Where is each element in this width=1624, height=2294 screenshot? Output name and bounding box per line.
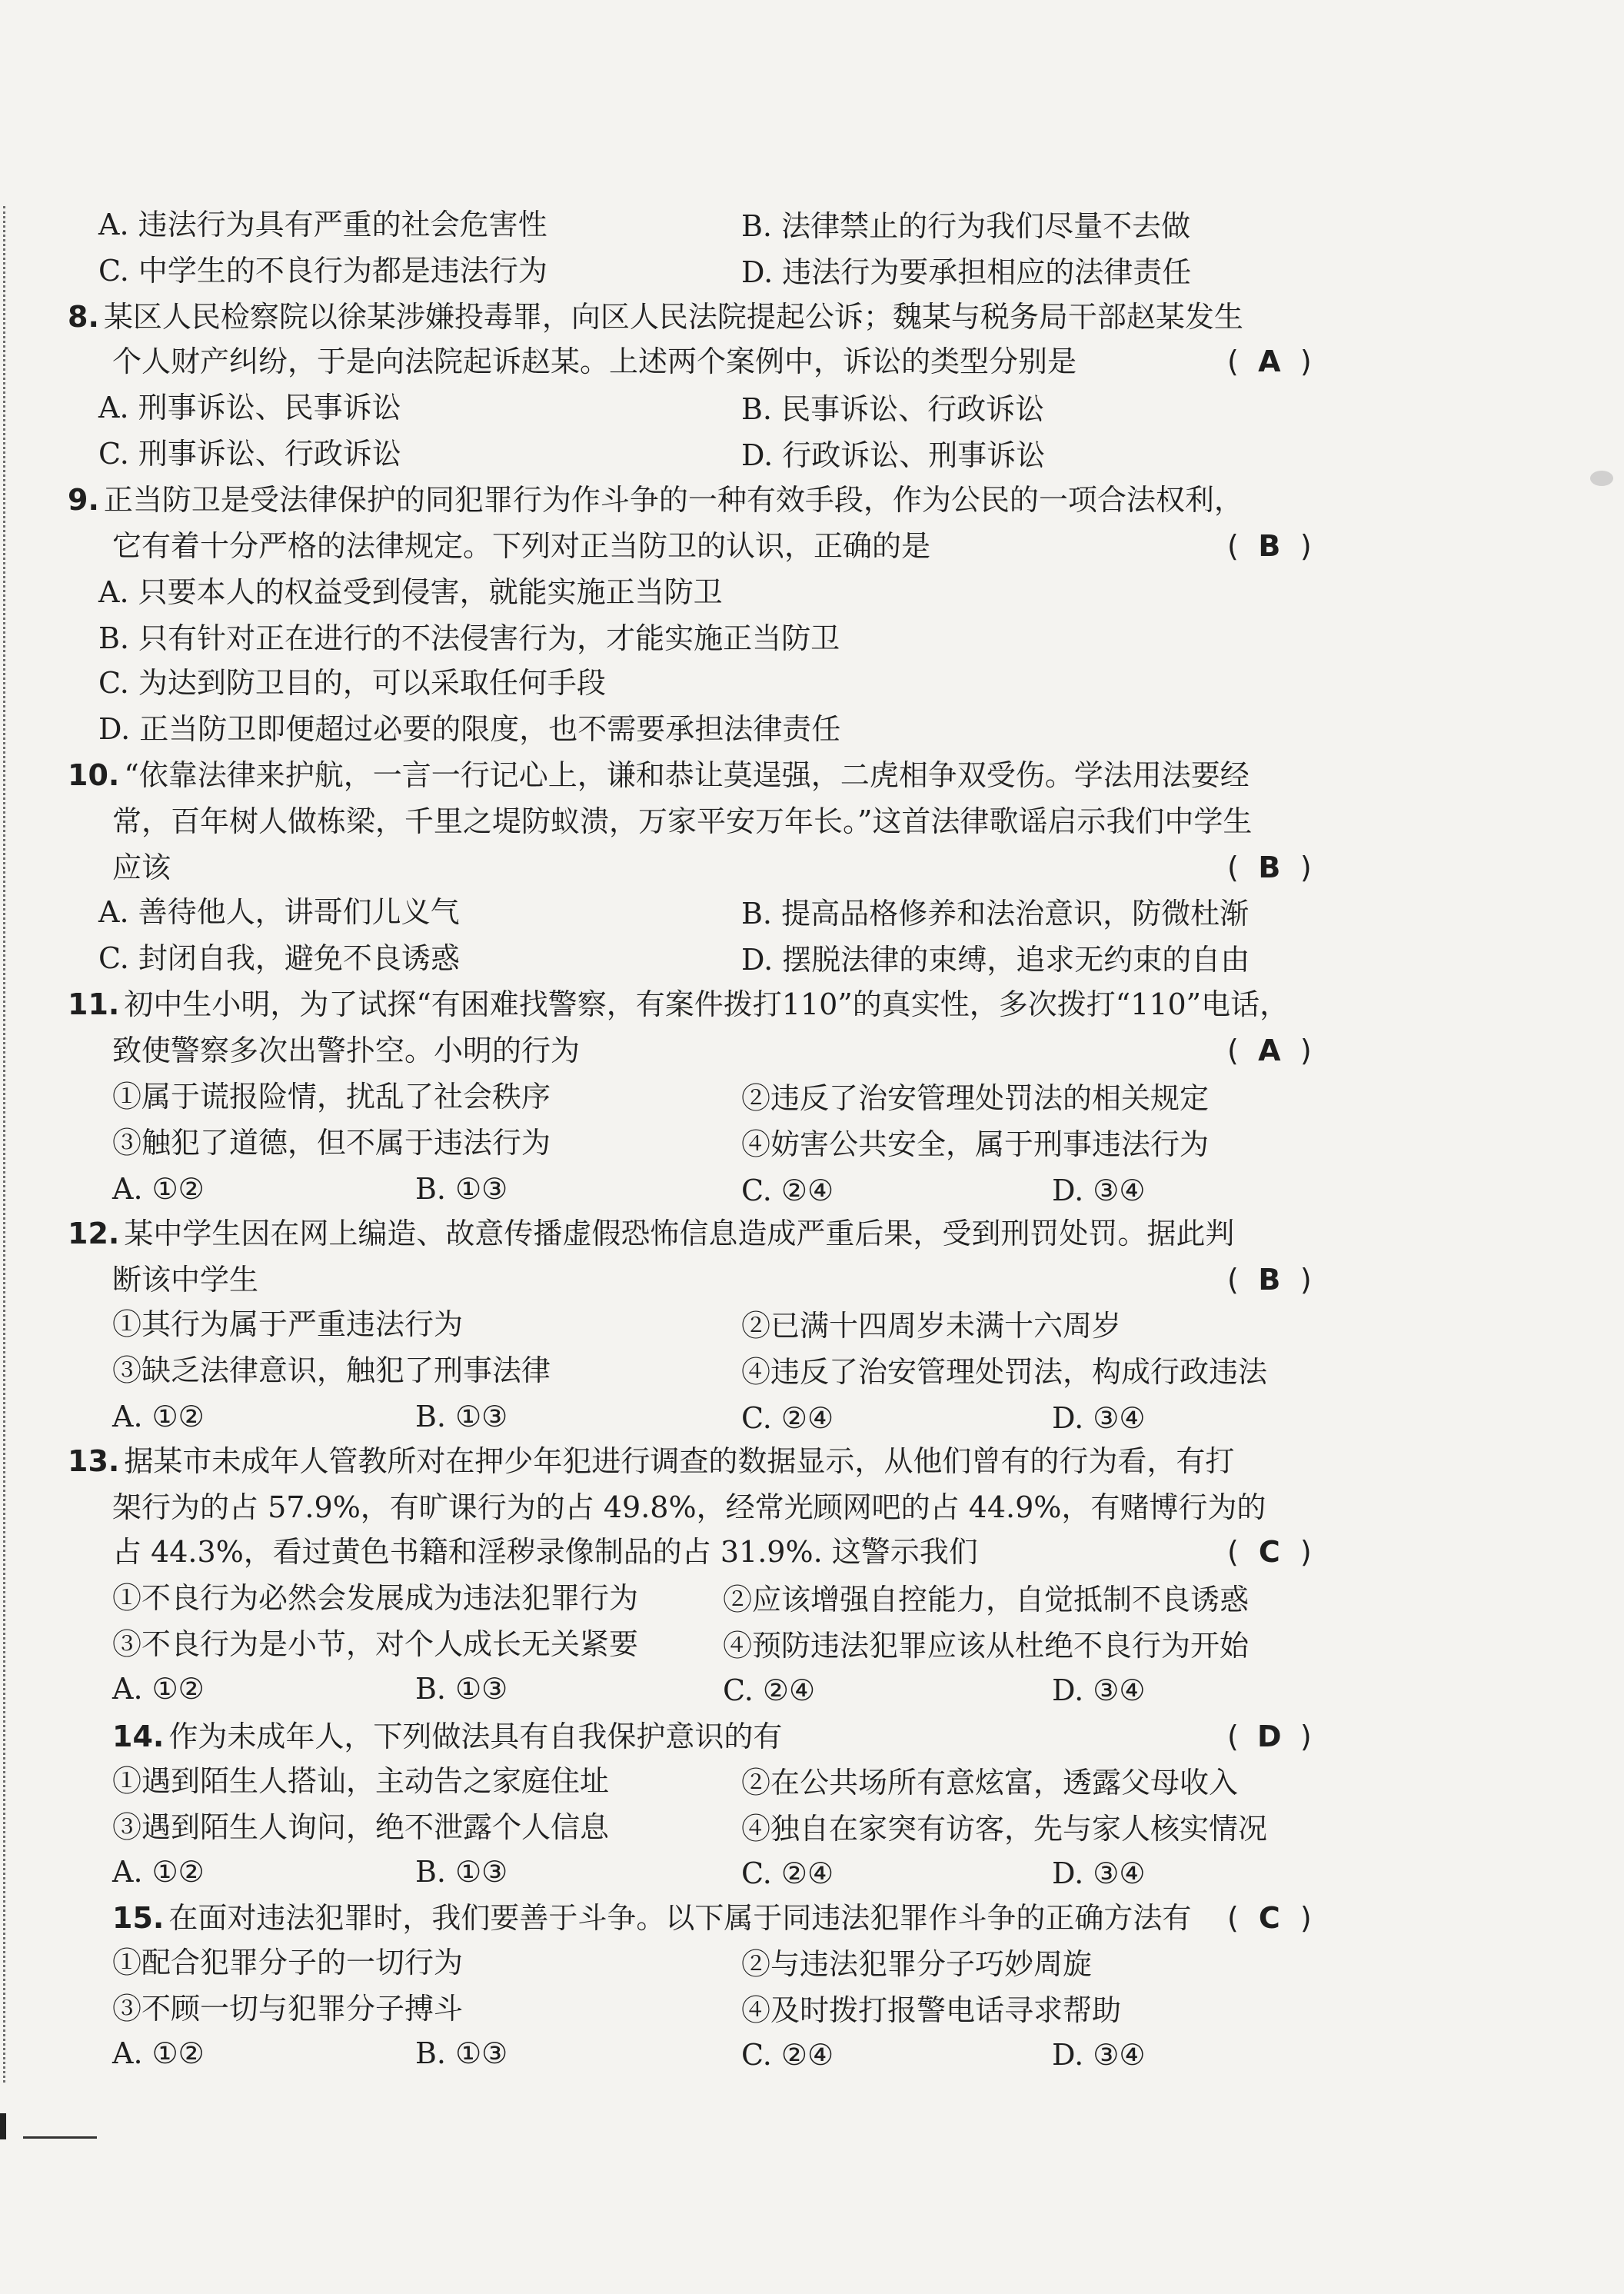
text-line-35	[112, 1306, 463, 1343]
line-text: B. 民事诉讼、行政诉讼	[741, 392, 1045, 426]
question-line-10	[68, 481, 1243, 518]
line-text: C. ②④	[741, 1856, 834, 1890]
paren-close: )	[1300, 529, 1312, 563]
text-line-8	[98, 435, 401, 472]
line-text: 应该	[112, 851, 171, 884]
text-line-64	[112, 1944, 463, 1981]
text-line-34	[112, 1261, 258, 1298]
question-number: 11.	[68, 987, 120, 1021]
text-line-67	[741, 1992, 1121, 2029]
line-text: C. 刑事诉讼、行政诉讼	[98, 437, 401, 471]
paren-open: (	[1227, 529, 1239, 563]
paren-close: )	[1300, 1263, 1312, 1297]
line-text: D. 违法行为要承担相应的法律责任	[741, 255, 1192, 289]
answer-bracket-5	[1227, 1533, 1312, 1570]
text-line-5	[112, 343, 1077, 380]
text-line-6	[98, 389, 401, 426]
text-line-20	[741, 895, 1249, 932]
question-number: 10.	[68, 758, 120, 792]
answer-letter: D	[1257, 1720, 1282, 1753]
line-text: 常，百年树人做栋梁，千里之堤防蚁溃，万家平安万年长。”这首法律歌谣启示我们中学生	[112, 804, 1253, 838]
line-text: ②违反了治安管理处罚法的相关规定	[741, 1081, 1210, 1115]
line-text: D. ③④	[1052, 1401, 1146, 1435]
line-text: ①配合犯罪分子的一切行为	[112, 1946, 464, 1979]
line-text: ①其行为属于严重违法行为	[112, 1307, 464, 1341]
line-text: C. 中学生的不良行为都是违法行为	[98, 254, 547, 288]
text-line-48	[112, 1626, 638, 1663]
line-text: A. ①②	[112, 1400, 205, 1433]
line-text: 致使警察多次出警扑空。小明的行为	[112, 1034, 581, 1067]
line-text: D. 行政诉讼、刑事诉讼	[741, 438, 1046, 472]
text-line-51	[415, 1670, 508, 1707]
line-text: 作为未成年人，下列做法具有自我保护意识的有	[168, 1720, 783, 1753]
question-line-43	[68, 1443, 1234, 1480]
question-line-16	[68, 757, 1250, 794]
line-text: 初中生小明，为了试探“有困难找警察，有案件拨打110”的真实性，多次拨打“110”电话，	[124, 987, 1290, 1021]
line-text: D. 摆脱法律的束缚，追求无约束的自由	[741, 943, 1250, 977]
answer-bracket-2	[1227, 849, 1312, 886]
text-line-52	[723, 1672, 815, 1709]
text-line-13	[98, 620, 840, 657]
text-line-53	[1052, 1672, 1145, 1709]
line-text: “依靠法律来护航，一言一行记心上，谦和恭让莫逞强，二虎相争双受伤。学法用法要经	[124, 758, 1250, 792]
text-line-7	[741, 391, 1044, 428]
line-text: B. 法律禁止的行为我们尽量不去做	[741, 209, 1191, 243]
text-line-3	[741, 254, 1191, 291]
text-line-21	[98, 940, 460, 977]
line-text: 正当防卫是受法律保护的同犯罪行为作斗争的一种有效手段，作为公民的一项合法权利，	[103, 483, 1243, 517]
text-line-66	[112, 1990, 463, 2027]
text-line-30	[415, 1170, 508, 1207]
line-text: A. 违法行为具有严重的社会危害性	[98, 208, 547, 241]
line-text: 某区人民检察院以徐某涉嫌投毒罪，向区人民法院提起公诉；魏某与税务局干部赵某发生	[103, 300, 1243, 334]
line-text: A. 刑事诉讼、民事诉讼	[98, 391, 401, 425]
text-line-26	[741, 1080, 1209, 1117]
line-text: ③缺乏法律意识，触犯了刑事法律	[112, 1353, 551, 1387]
text-line-56	[741, 1764, 1238, 1801]
line-text: ③触犯了道德，但不属于违法行为	[112, 1126, 551, 1160]
line-text: A. ①②	[112, 1672, 205, 1706]
paren-close: )	[1300, 1720, 1312, 1753]
answer-letter: B	[1258, 851, 1281, 884]
line-text: A. ①②	[112, 1172, 205, 1206]
text-line-57	[112, 1809, 609, 1846]
line-text: ①属于谎报险情，扰乱了社会秩序	[112, 1080, 551, 1114]
question-number: 8.	[68, 300, 99, 334]
text-line-61	[741, 1855, 834, 1892]
line-text: 据某市未成年人管教所对在押少年犯进行调查的数据显示，从他们曾有的行为看，有打	[124, 1444, 1235, 1478]
line-text: C. ②④	[741, 2038, 834, 2072]
text-line-59	[112, 1853, 205, 1890]
question-line-4	[68, 298, 1243, 335]
answer-letter: A	[1258, 1034, 1281, 1067]
text-line-39	[112, 1398, 205, 1435]
answer-letter: C	[1258, 1535, 1280, 1569]
text-line-58	[741, 1810, 1267, 1847]
text-line-38	[741, 1353, 1267, 1390]
line-text: B. ①③	[415, 2036, 508, 2070]
text-line-50	[112, 1670, 205, 1707]
line-text: ④预防违法犯罪应该从杜绝不良行为开始	[723, 1629, 1250, 1663]
line-text: ④独自在家突有访客，先与家人核实情况	[741, 1812, 1268, 1846]
text-line-45	[112, 1533, 978, 1570]
line-text: B. 提高品格修养和法治意识，防微杜渐	[741, 897, 1250, 931]
line-text: A. ①②	[112, 2036, 205, 2070]
line-text: A. 善待他人，讲哥们儿义气	[98, 895, 460, 929]
text-line-55	[112, 1763, 609, 1800]
text-line-49	[723, 1627, 1249, 1664]
paren-open: (	[1227, 345, 1239, 378]
scan-speck	[1590, 471, 1613, 486]
line-text: D. 正当防卫即便超过必要的限度，也不需要承担法律责任	[98, 712, 841, 746]
text-line-17	[112, 803, 1252, 840]
line-text: ③遇到陌生人询问，绝不泄露个人信息	[112, 1810, 610, 1844]
line-text: C. ②④	[741, 1174, 834, 1207]
line-text: B. 只有针对正在进行的不法侵害行为，才能实施正当防卫	[98, 621, 840, 655]
line-text: C. 为达到防卫目的，可以采取任何手段	[98, 666, 606, 700]
paren-open: (	[1227, 851, 1239, 884]
line-text: ④及时拨打报警电话寻求帮助	[741, 1993, 1122, 2027]
text-line-1	[741, 208, 1190, 245]
text-line-11	[112, 528, 930, 564]
question-line-33	[68, 1215, 1234, 1252]
line-text: C. ②④	[741, 1401, 834, 1435]
line-text: ③不顾一切与犯罪分子搏斗	[112, 1992, 464, 2026]
answer-letter: B	[1258, 1263, 1281, 1297]
question-line-63	[112, 1899, 1191, 1936]
text-line-47	[723, 1581, 1249, 1618]
text-line-22	[741, 941, 1250, 978]
paren-open: (	[1227, 1263, 1239, 1297]
text-line-36	[741, 1307, 1121, 1344]
text-line-71	[1052, 2036, 1145, 2073]
line-text: ④妨害公共安全，属于刑事违法行为	[741, 1127, 1210, 1161]
line-text: ④违反了治安管理处罚法，构成行政违法	[741, 1355, 1268, 1389]
paren-close: )	[1300, 1901, 1312, 1935]
line-text: ②应该增强自控能力，自觉抵制不良诱惑	[723, 1583, 1250, 1616]
line-text: C. ②④	[723, 1673, 816, 1707]
line-text: D. ③④	[1052, 1673, 1146, 1707]
answer-letter: B	[1258, 529, 1281, 563]
text-line-62	[1052, 1855, 1145, 1892]
answer-letter: C	[1258, 1901, 1280, 1935]
line-text: B. ①③	[415, 1400, 508, 1433]
text-line-70	[741, 2036, 834, 2073]
text-line-46	[112, 1580, 638, 1616]
question-line-23	[68, 986, 1289, 1023]
line-text: B. ①③	[415, 1172, 508, 1206]
paren-close: )	[1300, 345, 1312, 378]
line-text: 它有着十分严格的法律规定。下列对正当防卫的认识，正确的是	[112, 529, 931, 563]
question-number: 15.	[112, 1901, 165, 1935]
paren-close: )	[1300, 1034, 1312, 1067]
text-line-32	[1052, 1172, 1145, 1209]
text-line-18	[112, 849, 171, 886]
text-line-0	[98, 206, 547, 243]
paren-close: )	[1300, 1535, 1312, 1569]
text-line-14	[98, 664, 606, 701]
text-line-2	[98, 252, 547, 289]
text-line-40	[415, 1398, 508, 1435]
line-text: A. 只要本人的权益受到侵害，就能实施正当防卫	[98, 575, 723, 609]
line-text: ②与违法犯罪分子巧妙周旋	[741, 1947, 1093, 1981]
paren-open: (	[1227, 1720, 1239, 1753]
question-line-54	[112, 1718, 782, 1755]
line-text: ③不良行为是小节，对个人成长无关紧要	[112, 1627, 639, 1661]
paren-open: (	[1227, 1535, 1239, 1569]
paren-open: (	[1227, 1034, 1239, 1067]
text-line-27	[112, 1124, 551, 1161]
text-line-44	[112, 1489, 1266, 1526]
answer-bracket-1	[1227, 528, 1312, 564]
line-text: 在面对违法犯罪时，我们要善于斗争。以下属于同违法犯罪作斗争的正确方法有	[168, 1901, 1192, 1935]
line-text: B. ①③	[415, 1855, 508, 1889]
text-line-9	[741, 437, 1045, 474]
line-text: ②已满十四周岁未满十六周岁	[741, 1309, 1122, 1343]
line-text: ②在公共场所有意炫富，透露父母收入	[741, 1766, 1239, 1800]
line-text: C. 封闭自我，避免不良诱惑	[98, 941, 460, 975]
line-text: D. ③④	[1052, 2038, 1146, 2072]
text-line-69	[415, 2035, 508, 2072]
answer-letter: A	[1258, 345, 1281, 378]
question-number: 14.	[112, 1720, 165, 1753]
text-line-19	[98, 894, 460, 931]
line-text: 架行为的占 57.9%，有旷课行为的占 49.8%，经常光顾网吧的占 44.9%，有赌博行为的	[112, 1490, 1266, 1524]
text-line-37	[112, 1352, 551, 1389]
line-text: 断该中学生	[112, 1263, 259, 1297]
answer-bracket-7	[1227, 1899, 1312, 1936]
text-line-25	[112, 1078, 551, 1115]
question-number: 9.	[68, 483, 99, 517]
footer-rule	[23, 2136, 97, 2139]
answer-bracket-0	[1227, 343, 1312, 380]
line-text: 占 44.3%，看过黄色书籍和淫秽录像制品的占 31.9%. 这警示我们	[112, 1535, 978, 1569]
line-text: D. ③④	[1052, 1174, 1146, 1207]
text-line-68	[112, 2035, 205, 2072]
text-line-24	[112, 1032, 580, 1069]
text-line-15	[98, 711, 840, 747]
line-text: ①不良行为必然会发展成为违法犯罪行为	[112, 1581, 639, 1615]
text-line-28	[741, 1126, 1209, 1163]
text-line-65	[741, 1946, 1092, 1983]
line-text: A. ①②	[112, 1855, 205, 1889]
line-text: B. ①③	[415, 1672, 508, 1706]
answer-bracket-6	[1227, 1718, 1312, 1755]
paren-close: )	[1300, 851, 1312, 884]
text-line-42	[1052, 1400, 1145, 1437]
text-line-12	[98, 574, 723, 611]
text-line-29	[112, 1170, 205, 1207]
text-line-60	[415, 1853, 508, 1890]
line-text: D. ③④	[1052, 1856, 1146, 1890]
line-text: 个人财产纠纷，于是向法院起诉赵某。上述两个案例中，诉讼的类型分别是	[112, 345, 1077, 378]
page-number-fragment	[0, 2113, 6, 2139]
answer-bracket-3	[1227, 1032, 1312, 1069]
question-number: 12.	[68, 1217, 120, 1250]
text-line-41	[741, 1400, 834, 1437]
text-line-31	[741, 1172, 834, 1209]
line-text: ①遇到陌生人搭讪，主动告之家庭住址	[112, 1764, 610, 1798]
question-number: 13.	[68, 1444, 120, 1478]
binding-dotted-line	[3, 206, 5, 2083]
paren-open: (	[1227, 1901, 1239, 1935]
line-text: 某中学生因在网上编造、故意传播虚假恐怖信息造成严重后果，受到刑罚处罚。据此判	[124, 1217, 1235, 1250]
answer-bracket-4	[1227, 1261, 1312, 1298]
